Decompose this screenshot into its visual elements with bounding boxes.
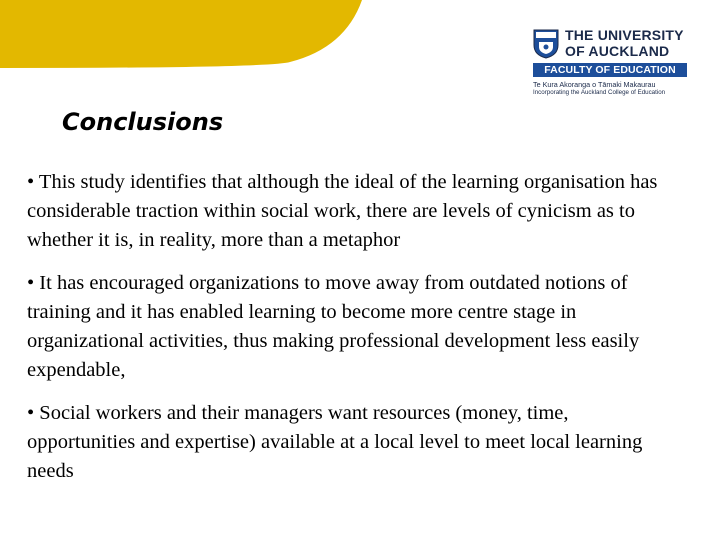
crest-icon <box>533 29 559 59</box>
bullet-item: • It has encouraged organizations to move away from outdated notions of training and it has enabled learning to become more centre stage in organizational activities, thus making professional development less easily expendable, <box>27 272 640 381</box>
bullet-item: • This study identifies that although the ideal of the learning organisation has considerable traction within social work, there are levels of cynicism as to whether it is, in reality, more than a metaphor <box>27 171 658 251</box>
logo-maori-name: Te Kura Akoranga o Tāmaki Makaurau <box>533 80 656 89</box>
slide-title: Conclusions <box>62 108 224 136</box>
logo-faculty-banner: FACULTY OF EDUCATION <box>533 63 687 77</box>
logo-auckland-line: OF AUCKLAND <box>565 43 670 59</box>
logo-university-line: THE UNIVERSITY <box>565 27 684 43</box>
logo-incorporating-line: Incorporating the Auckland College of Education <box>533 89 666 96</box>
university-logo <box>531 27 691 101</box>
corner-decoration <box>0 0 370 70</box>
bullet-list <box>27 168 677 500</box>
bullet-item: • Social workers and their managers want resources (money, time, opportunities and expertise) available at a local level to meet local learning needs <box>27 402 643 482</box>
